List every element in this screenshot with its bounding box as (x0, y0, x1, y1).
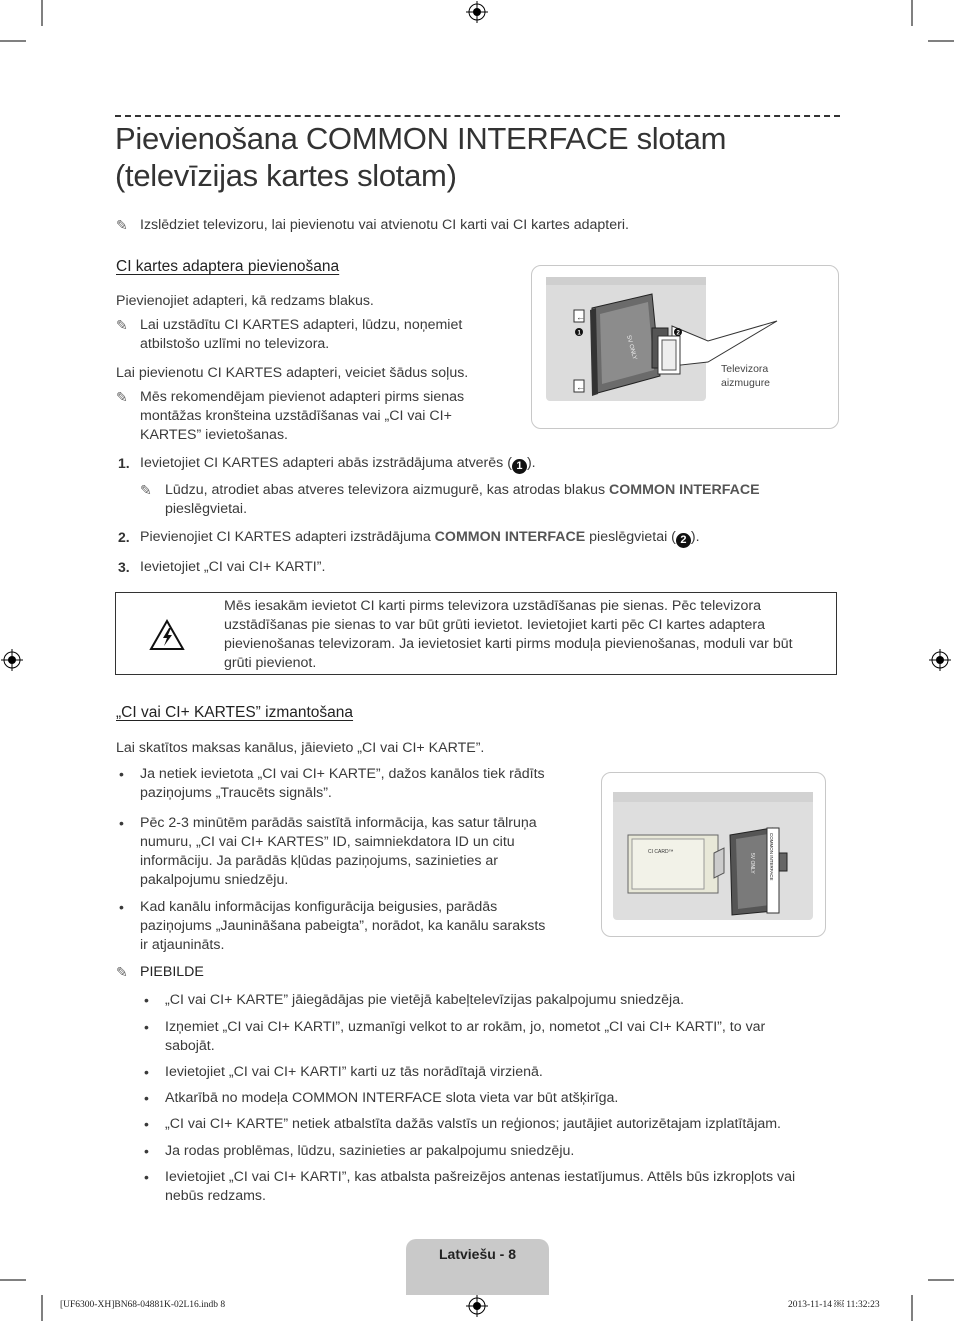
note-item-6: Ja rodas problēmas, lūdzu, sazinieties ar pakalpojumu sniedzēju. (165, 1143, 575, 1159)
warning-box (115, 592, 837, 675)
step-number: 1. (118, 455, 130, 471)
ci-bullet-3: Kad kanālu informācijas konfigurācija beigusies, parādās paziņojums „Jaunināšana pabeigta”, norādot, ka kanālu saraksts ir atjaunināts. (140, 899, 546, 953)
ci-bullet-2: Pēc 2-3 minūtēm parādās saistītā informācija, kas satur tālruņa numuru, „CI vai CI+ KARTES” ID, saimniekdatora ID un citu informāciju. Ja parādās kļūdas paziņojums, sazinieties ar pakalpojumu sniedzēju. (140, 815, 537, 888)
ci-card-label: CI CARD™ (648, 849, 674, 855)
title-line-1: Pievienošana COMMON INTERFACE slotam (115, 121, 727, 156)
page-number: Latviešu - 8 (438, 1246, 517, 1262)
bullet-icon: • (144, 1143, 149, 1159)
adapter-note-1: Lai uzstādītu CI KARTES adapteri, lūdzu, noņemiet atbilstošo uzlīmi no televizora. (140, 317, 463, 352)
note-label: PIEBILDE (140, 964, 204, 980)
adapter-paragraph-2: Lai pievienotu CI KARTES adapteri, veiciet šādus soļus. (116, 365, 469, 381)
ci-paragraph-1: Lai skatītos maksas kanālus, jāievieto „CI vai CI+ KARTE”. (116, 740, 485, 756)
step-number: 3. (118, 559, 130, 575)
bullet-icon: • (119, 766, 124, 782)
note-item-1: „CI vai CI+ KARTE” jāiegādājas pie vietējā kabeļtelevīzijas pakalpojumu sniedzēja. (165, 992, 685, 1008)
step-1: Ievietojiet CI KARTES adapteri abās izstrādājuma atverēs ( 1 ). (140, 455, 536, 472)
title-rule (115, 115, 840, 117)
step-3: Ievietojiet „CI vai CI+ KARTI”. (140, 559, 326, 575)
adapter-note-2: Mēs rekomendējam pievienot adapteri pirms sienas montāžas kronšteina uzstādīšanas vai „CI vai CI+ KARTES” ievietošanas. (140, 389, 465, 443)
pencil-note-icon: ✎ (116, 217, 128, 233)
step-1-note: Lūdzu, atrodiet abas atveres televizora aizmugurē, kas atrodas blakus COMMON INTERFACE pieslēgvietai. (165, 482, 760, 517)
file-info: [UF6300-XH]BN68-04881K-02L16.indb 8 (60, 1300, 226, 1310)
warning-text: Mēs iesakām ievietot CI karti pirms televizora uzstādīšanas pie sienas. Pēc televizora uzstādīšanas pie sienas to var būt grūti ievietot. Ievietojiet karti pēc CI kartes adaptera pievienošanas televizoram. Ja ievietosiet karti pirms moduļa pievienošanas, moduli var būt grūti pievienot. (224, 598, 793, 671)
bullet-icon: • (119, 815, 124, 831)
figure-caption: Televizora aizmugure (721, 363, 771, 389)
pencil-note-icon: ✎ (116, 964, 128, 980)
bullet-icon: • (144, 1116, 149, 1132)
adapter-label: 5V ONLY (749, 853, 755, 874)
pencil-note-icon: ✎ (116, 389, 128, 405)
bullet-icon: • (144, 1064, 149, 1080)
note-item-4: Atkarībā no modeļa COMMON INTERFACE slota vieta var būt atšķirīga. (165, 1090, 619, 1106)
marker-1-icon: 1 (512, 459, 527, 474)
print-timestamp: 2013-11-14 ￼ 11:32:23 (788, 1300, 880, 1310)
warning-icon (149, 619, 185, 651)
marker-2-icon: 2 (676, 330, 680, 337)
note-item-7: Ievietojiet „CI vai CI+ KARTI”, kas atbalsta pašreizējos antenas iestatījumus. Attēls būs izkropļots vai nebūs redzams. (165, 1169, 796, 1204)
section-heading-ci-card: „CI vai CI+ KARTES” izmantošana (116, 704, 354, 721)
adapter-paragraph-1: Pievienojiet adapteri, kā redzams blakus. (116, 293, 374, 309)
svg-text:5V ONLY: 5V ONLY (625, 334, 638, 361)
pencil-note-icon: ✎ (140, 482, 152, 498)
step-2: Pievienojiet CI KARTES adapteri izstrādājuma COMMON INTERFACE pieslēgvietai ( 2 ). (140, 529, 700, 546)
bullet-icon: • (119, 899, 124, 915)
bullet-icon: • (144, 1019, 149, 1035)
page-number-tab (406, 1239, 549, 1295)
marker-1-icon: 1 (577, 330, 581, 337)
bullet-icon: • (144, 1090, 149, 1106)
ci-bullet-1: Ja netiek ievietota „CI vai CI+ KARTE”, dažos kanālos tiek rādīts paziņojums „Traucēts signāls”. (140, 766, 545, 801)
note-item-3: Ievietojiet „CI vai CI+ KARTI” karti uz tās norādītajā virzienā. (165, 1064, 543, 1080)
svg-text:←: ← (576, 312, 585, 322)
slot-label: COMMON INTERFACE (769, 833, 774, 881)
svg-text:←: ← (576, 382, 585, 392)
title-line-2: (televīzijas kartes slotam) (115, 158, 457, 193)
note-item-5: „CI vai CI+ KARTE” netiek atbalstīta dažās valstīs un reģionos; jautājiet autorizētajam izplatītājam. (165, 1116, 781, 1132)
pencil-note-icon: ✎ (116, 317, 128, 333)
page-title (115, 120, 855, 194)
intro-note: Izslēdziet televizoru, lai pievienotu vai atvienotu CI karti vai CI kartes adapteri. (140, 217, 629, 233)
figure-ci-card-insert (601, 772, 826, 937)
bullet-icon: • (144, 992, 149, 1008)
step-number: 2. (118, 529, 130, 545)
marker-2-icon: 2 (676, 533, 691, 548)
section-heading-adapter: CI kartes adaptera pievienošana (116, 258, 340, 275)
ci-card-illustration (602, 773, 825, 936)
adapter-install-illustration (532, 266, 838, 428)
figure-adapter-install (531, 265, 839, 429)
note-item-2: Izņemiet „CI vai CI+ KARTI”, uzmanīgi velkot to ar rokām, jo, nometot „CI vai CI+ KARTI”, to var sabojāt. (165, 1019, 766, 1054)
bullet-icon: • (144, 1169, 149, 1185)
